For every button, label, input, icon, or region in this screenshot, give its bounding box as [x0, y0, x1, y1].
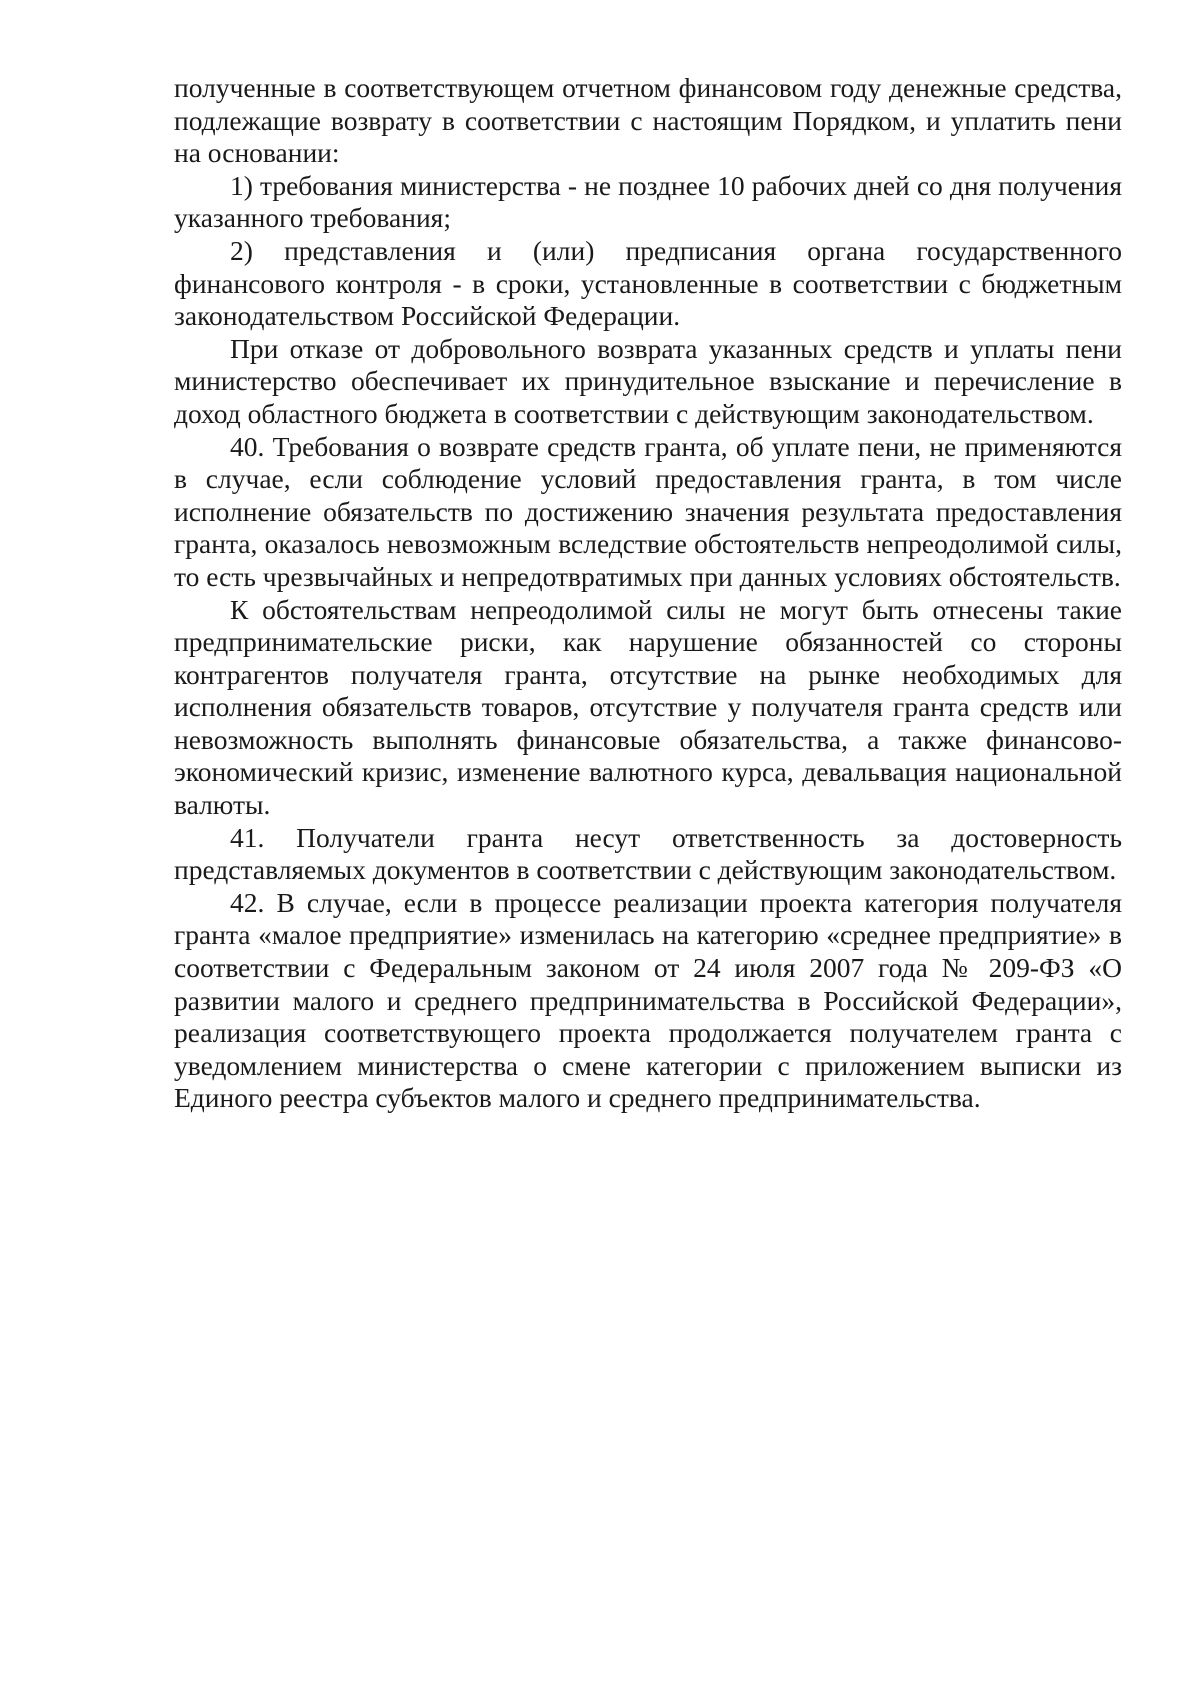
paragraph-clause-41: 41. Получатели гранта несут ответственность за достоверность представляемых документов в соответствии с действующим законодательством. [174, 821, 1122, 886]
paragraph-item-1: 1) требования министерства - не позднее 10 рабочих дней со дня получения указанного требования; [174, 169, 1122, 234]
paragraph-continuation: полученные в соответствующем отчетном финансовом году денежные средства, подлежащие возврату в соответствии с настоящим Порядком, и уплатить пени на основании: [174, 72, 1122, 169]
paragraph-clause-40: 40. Требования о возврате средств гранта, об уплате пени, не применяются в случае, если соблюдение условий предоставления гранта, в том числе исполнение обязательств по достижению значения результата предоставления гранта, оказалось невозможным вследствие обстоятельств непреодолимой силы, то есть чрезвычайных и непредотвратимых при данных условиях обстоятельств. [174, 430, 1122, 592]
paragraph-force-majeure: К обстоятельствам непреодолимой силы не могут быть отнесены такие предпринимательские риски, как нарушение обязанностей со стороны контрагентов получателя гранта, отсутствие на рынке необходимых для исполнения обязательств товаров, отсутствие у получателя гранта средств или невозможность выполнять финансовые обязательства, а также финансово-экономический кризис, изменение валютного курса, девальвация национальной валюты. [174, 593, 1122, 821]
document-body [174, 72, 1122, 1115]
paragraph-refusal: При отказе от добровольного возврата указанных средств и уплаты пени министерство обеспечивает их принудительное взыскание и перечисление в доход областного бюджета в соответствии с действующим законодательством. [174, 332, 1122, 429]
paragraph-item-2: 2) представления и (или) предписания органа государственного финансового контроля - в сроки, установленные в соответствии с бюджетным законодательством Российской Федерации. [174, 234, 1122, 332]
paragraph-clause-42: 42. В случае, если в процессе реализации проекта категория получателя гранта «малое предприятие» изменилась на категорию «среднее предприятие» в соответствии с Федеральным законом от 24 июля 2007 года № 209-ФЗ «О развитии малого и среднего предпринимательства в Российской Федерации», реализация соответствующего проекта продолжается получателем гранта с уведомлением министерства о смене категории с приложением выписки из Единого реестра субъектов малого и среднего предпринимательства. [174, 886, 1122, 1114]
